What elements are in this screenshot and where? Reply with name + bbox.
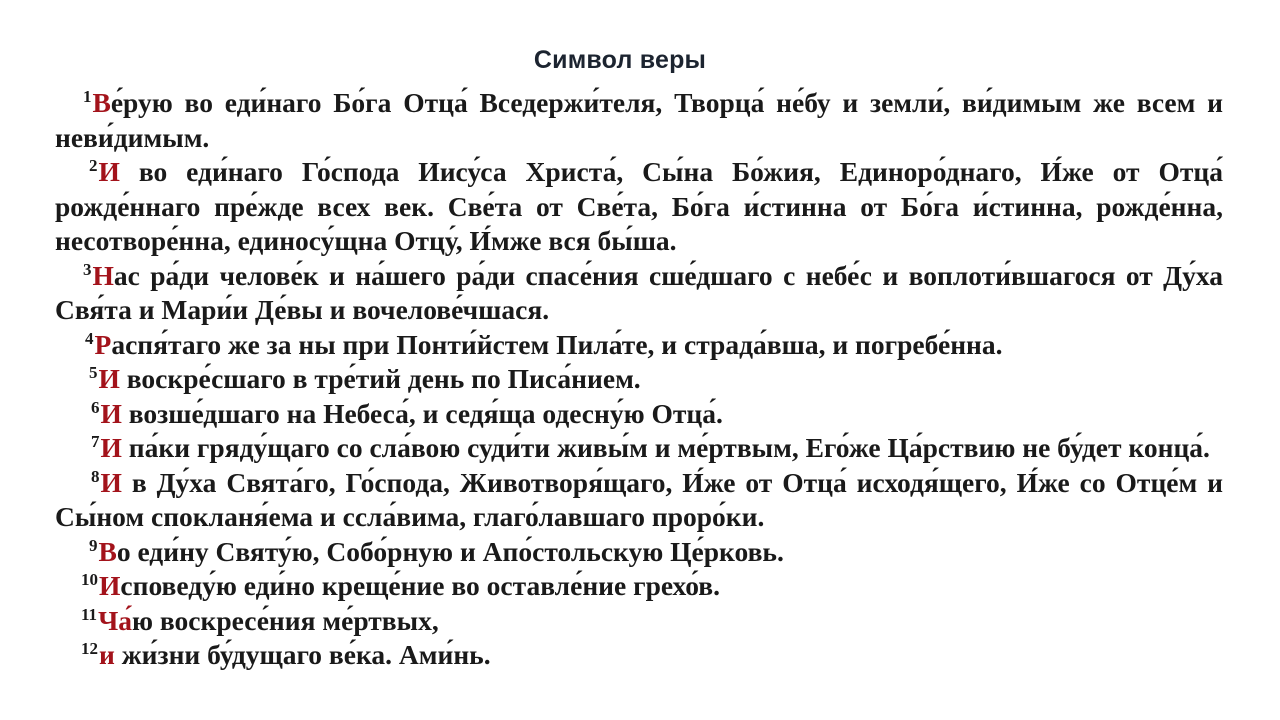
verse-11 [55, 604, 1223, 639]
verse-number: 9 [89, 535, 98, 555]
creed-text [55, 86, 1223, 673]
verse-4 [55, 328, 1223, 363]
verse-initial: И [100, 432, 122, 463]
verse-8 [55, 466, 1223, 535]
verse-text: споведу́ю еди́но креще́ние во оставле́ние грехо́в. [120, 570, 721, 601]
verse-5 [55, 362, 1223, 397]
verse-9 [55, 535, 1223, 570]
verse-2 [55, 155, 1223, 259]
verse-number: 2 [89, 156, 98, 175]
verse-6 [55, 397, 1223, 432]
verse-number: 5 [89, 363, 98, 382]
verse-text: ас ра́ди челове́к и на́шего ра́ди спасе́ния сше́дшаго с небе́с и воплоти́вшагося от Ду́ха Свя́та и Мари́и Де́вы и вочелове́чшася. [55, 259, 1223, 325]
verse-text: аспя́таго же за ны при Понти́йстем Пила́те, и страда́вша, и погребе́нна. [111, 328, 1003, 360]
verse-number: 12 [81, 639, 98, 658]
verse-number: 10 [81, 570, 98, 589]
verse-text: жи́зни бу́дущаго ве́ка. Ами́нь. [114, 639, 491, 670]
verse-initial: И [100, 466, 122, 498]
verse-initial: Н [92, 259, 114, 291]
verse-number: 8 [91, 466, 100, 486]
verse-text: о еди́ну Святу́ю, Собо́рную и Апо́стольскую Це́рковь. [116, 535, 784, 567]
verse-initial: Ча́ [98, 604, 132, 636]
verse-text: возше́дшаго на Небеса́, и седя́ща одесну́ю Отца́. [121, 397, 723, 429]
verse-text: па́ки гряду́щаго со сла́вою суди́ти живы́м и ме́ртвым, Его́же Ца́рствию не бу́дет конца́. [121, 432, 1210, 463]
verse-number: 7 [91, 432, 100, 451]
verse-12 [55, 638, 1223, 673]
verse-number: 11 [81, 604, 98, 624]
verse-initial: И [98, 156, 120, 187]
verse-initial: и [99, 639, 115, 670]
verse-initial: И [99, 570, 121, 601]
verse-number: 3 [83, 259, 92, 279]
verse-text: во еди́наго Го́спода Иису́са Христа́, Сы́на Бо́жия, Единоро́днаго, И́же от Отца́ рожде́ннаго пре́жде всех век. Све́та от Све́та, Бо́га и́стинна от Бо́га и́стинна, рожде́нна, несотворе́нна, единосу́щна Отцу́, И́мже вся бы́ша. [55, 156, 1223, 256]
verse-1 [55, 86, 1223, 155]
verse-initial: В [98, 535, 117, 567]
verse-text: е́рую во еди́наго Бо́га Отца́ Вседержи́теля, Творца́ не́бу и земли́, ви́димым же всем и неви́димым. [55, 87, 1223, 153]
verse-initial: И [100, 397, 122, 429]
verse-number: 4 [85, 328, 94, 348]
verse-initial: Р [94, 328, 112, 360]
verse-number: 1 [83, 87, 92, 106]
verse-7 [55, 431, 1223, 466]
verse-text: ю воскресе́ния ме́ртвых, [132, 604, 439, 636]
verse-10 [55, 569, 1223, 604]
verse-3 [55, 259, 1223, 328]
document-title: Символ веры [533, 46, 707, 74]
verse-number: 6 [91, 397, 100, 417]
verse-initial: В [92, 87, 111, 118]
verse-text: воскре́сшаго в тре́тий день по Писа́нием. [119, 363, 641, 394]
verse-text: в Ду́ха Свята́го, Го́спода, Животворя́щаго, И́же от Отца́ исходя́щего, И́же со Отце́м и Сы́ном спокланя́ема и ссла́вима, глаго́лавшаго проро́ки. [55, 466, 1223, 532]
verse-initial: И [98, 363, 120, 394]
